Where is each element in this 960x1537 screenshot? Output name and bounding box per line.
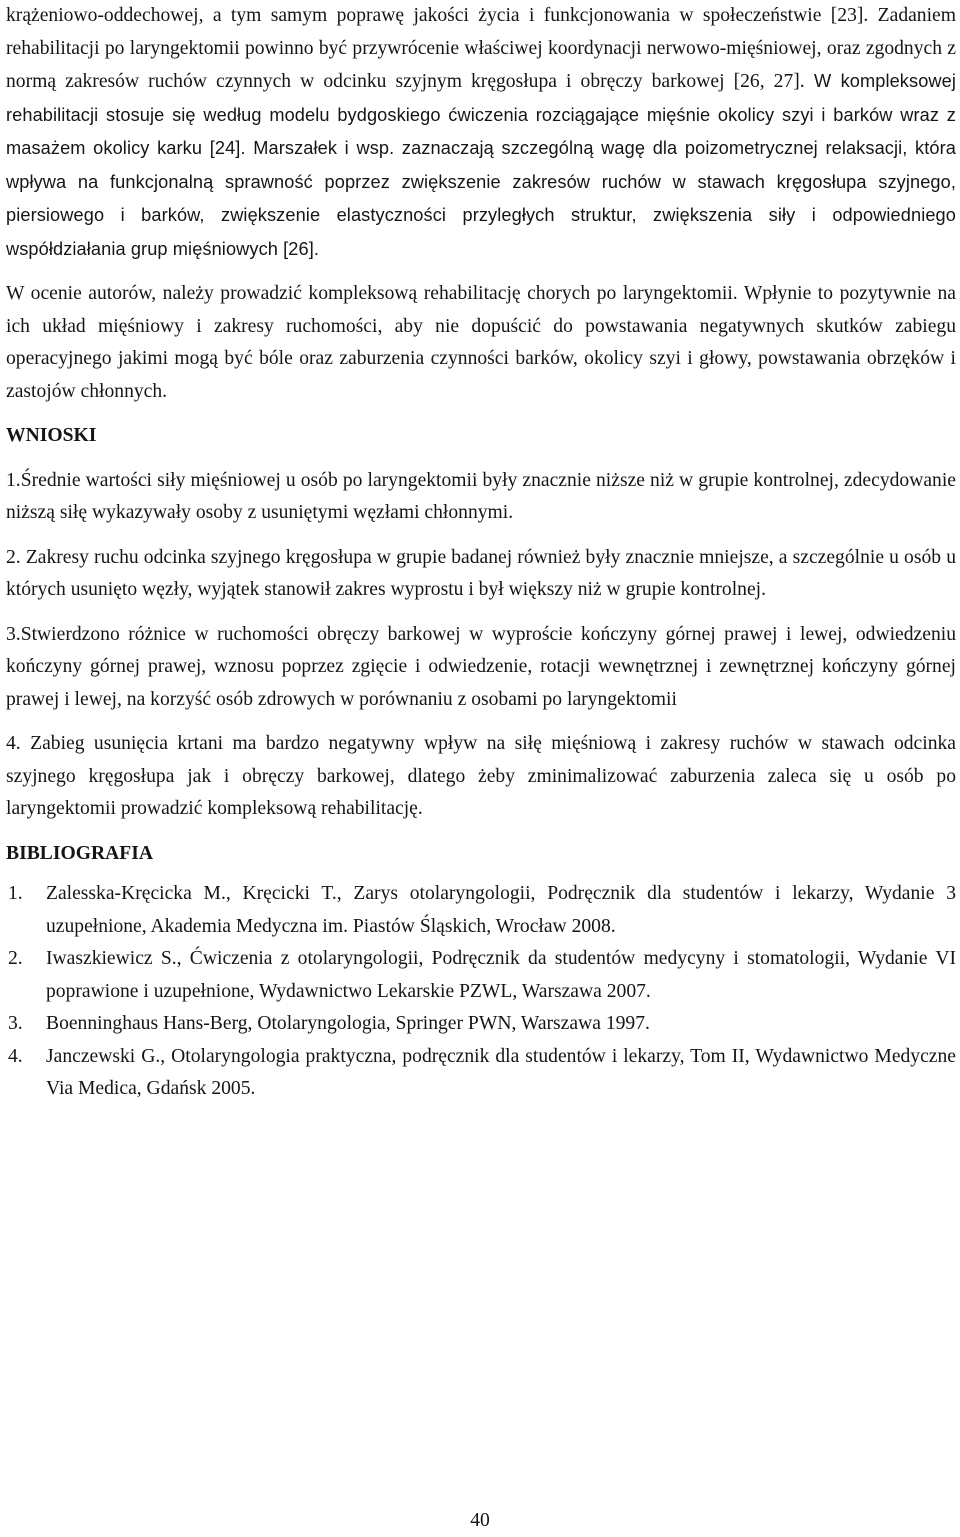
conclusions-heading: WNIOSKI [6,425,97,446]
bibliography-text: Boenninghaus Hans-Berg, Otolaryngologia, Springer PWN, Warszawa 1997. [46,1013,650,1034]
conclusion-item-4: 4. Zabieg usunięcia krtani ma bardzo negatywny wpływ na siłę mięśniową i zakresy ruchów w stawach odcinka szyjnego kręgosłupa jak i obręczy barkowej, dlatego żeby zminimalizować zaburzenia zaleca się u osób po laryngektomii prowadzić kompleksową rehabilitację. [6,733,956,819]
bibliography-item [6,1008,956,1041]
bibliography-heading: BIBLIOGRAFIA [6,842,153,864]
bibliography-number: 3. [8,1013,23,1034]
bibliography-number: 4. [8,1045,23,1067]
intro-text-serif: krążeniowo-oddechowej, a tym samym poprawę jakości życia i funkcjonowania w społeczeństwie [23]. Zadaniem rehabilitacji po laryngektomii powinno być przywrócenie właściwej koordynacji nerwowo-mięśniowej, oraz zgodnych z normą zakresów ruchów czynnych w odcinku szyjnym kręgosłupa i obręczy barkowej [26, 27]. [6,5,956,92]
bibliography-list [6,878,956,1106]
intro-text-sans-cont: zaznaczają szczególną wagę dla poizometrycznej relaksacji, która wpływa na funkcjonalną sprawność poprzez zwiększenie zakresów ruchów w stawach kręgosłupa szyjnego, piersiowego i barków, zwiększenie elastyczności przyległych struktur, zwiększenia siły i odpowiedniego współdziałania grup mięśniowych [26]. [6,138,956,259]
bibliography-item [6,1041,956,1106]
bibliography-text: Janczewski G., Otolaryngologia praktyczna, podręcznik dla studentów i lekarzy, Tom II, Wydawnictwo Medyczne Via Medica, Gdańsk 2005. [46,1045,956,1099]
bibliography-text: Zalesska-Kręcicka M., Kręcicki T., Zarys otolaryngologii, Podręcznik dla studentów i lekarzy, Wydanie 3 uzupełnione, Akademia Medyczna im. Piastów Śląskich, Wrocław 2008. [46,883,956,937]
page-number: 40 [470,1510,490,1531]
bibliography-number: 1. [8,883,23,904]
conclusion-item-3: 3.Stwierdzono różnice w ruchomości obręczy barkowej w wyproście kończyny górnej prawej i lewej, odwiedzeniu kończyny górnej prawej, wznosu poprzez zgięcie i odwiedzenie, rotacji wewnętrznej i zewnętrznej kończyny górnej prawej i lewej, na korzyść osób zdrowych w porównaniu z osobami po laryngektomii [6,623,956,710]
bibliography-number: 2. [8,948,23,969]
document-page [6,0,956,1106]
bibliography-item [6,878,956,943]
conclusion-item-1: 1.Średnie wartości siły mięśniowej u osób po laryngektomii były znacznie niższe niż w grupie kontrolnej, zdecydowanie niższą siłę wykazywały osoby z usuniętymi węzłami chłonnymi. [6,469,956,523]
intro-paragraph-2: W ocenie autorów, należy prowadzić kompleksową rehabilitację chorych po laryngektomii. Wpłynie to pozytywnie na ich układ mięśniowy i zakresy ruchomości, aby nie dopuścić do powstawania negatywnych skutków zabiegu operacyjnego jakimi mogą być bóle oraz zaburzenia czynności barków, okolicy szyi i głowy, powstawania obrzęków i zastojów chłonnych. [6,283,956,402]
bibliography-item [6,943,956,1008]
bibliography-text: Iwaszkiewicz S., Ćwiczenia z otolaryngologii, Podręcznik da studentów medycyny i stomatologii, Wydanie VI poprawione i uzupełnione, Wydawnictwo Lekarskie PZWL, Warszawa 2007. [46,948,956,1002]
intro-text-sans: W kompleksowej rehabilitacji stosuje się według modelu bydgoskiego ćwiczenia rozciągające mięśnie okolicy szyi i barków wraz z masażem okolicy karku [24]. Marszałek i wsp. [6,71,956,158]
intro-paragraph-1 [6,0,956,266]
conclusion-item-2: 2. Zakresy ruchu odcinka szyjnego kręgosłupa w grupie badanej również były znacznie mniejsze, a szczególnie u osób u których usunięto węzły, wyjątek stanowił zakres wyprostu i był większy niż w grupie kontrolnej. [6,546,956,600]
